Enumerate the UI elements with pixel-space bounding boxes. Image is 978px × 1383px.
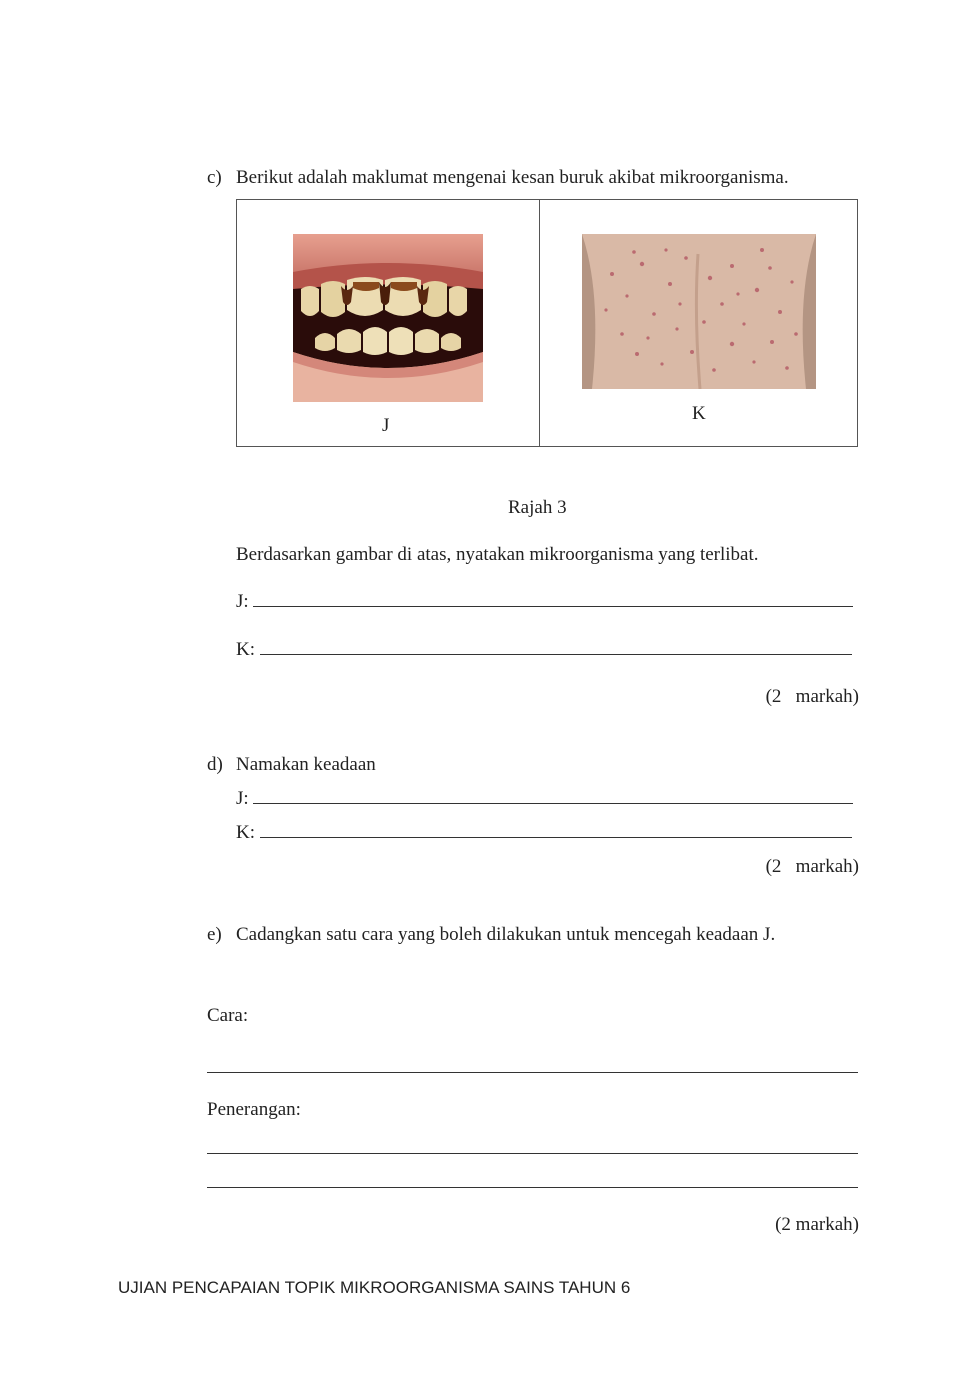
answer-blank-d-k[interactable] bbox=[260, 822, 852, 838]
skin-rash-back-photo bbox=[582, 234, 816, 389]
method-answer-line[interactable] bbox=[207, 1072, 858, 1073]
answer-line-c-k[interactable] bbox=[236, 639, 852, 661]
decayed-teeth-photo bbox=[293, 234, 483, 402]
figure-caption: Rajah 3 bbox=[508, 497, 567, 518]
marks-c: (2 markah) bbox=[765, 686, 859, 707]
answer-label-c-j: J: bbox=[236, 591, 249, 612]
section-c-text: Berikut adalah maklumat mengenai kesan buruk akibat mikroorganisma. bbox=[236, 167, 789, 188]
section-d-text: Namakan keadaan bbox=[236, 754, 376, 775]
answer-label-c-k: K: bbox=[236, 639, 255, 660]
section-e-label: e) bbox=[207, 924, 222, 945]
figure-divider bbox=[539, 200, 540, 446]
answer-blank-c-j[interactable] bbox=[253, 591, 853, 607]
method-label: Cara: bbox=[207, 1005, 249, 1026]
explanation-answer-line-1[interactable] bbox=[207, 1153, 858, 1154]
section-c-question: Berdasarkan gambar di atas, nyatakan mikroorganisma yang terlibat. bbox=[236, 544, 759, 565]
answer-line-c-j[interactable] bbox=[236, 591, 853, 613]
answer-label-d-k: K: bbox=[236, 822, 255, 843]
section-e-text: Cadangkan satu cara yang boleh dilakukan untuk mencegah keadaan J. bbox=[236, 924, 776, 945]
answer-label-d-j: J: bbox=[236, 788, 249, 809]
section-d-label: d) bbox=[207, 754, 223, 775]
panel-j-label: J bbox=[382, 415, 390, 436]
panel-k-label: K bbox=[692, 403, 706, 424]
page-footer: UJIAN PENCAPAIAN TOPIK MIKROORGANISMA SAINS TAHUN 6 bbox=[118, 1278, 631, 1297]
explanation-label: Penerangan: bbox=[207, 1099, 301, 1120]
answer-blank-c-k[interactable] bbox=[260, 639, 852, 655]
explanation-answer-line-2[interactable] bbox=[207, 1187, 858, 1188]
figure-table bbox=[236, 199, 858, 447]
answer-blank-d-j[interactable] bbox=[253, 788, 853, 804]
answer-line-d-j[interactable] bbox=[236, 788, 853, 810]
answer-line-d-k[interactable] bbox=[236, 822, 852, 844]
marks-e: (2 markah) bbox=[775, 1214, 859, 1235]
marks-d: (2 markah) bbox=[765, 856, 859, 877]
section-c-label: c) bbox=[207, 167, 222, 188]
